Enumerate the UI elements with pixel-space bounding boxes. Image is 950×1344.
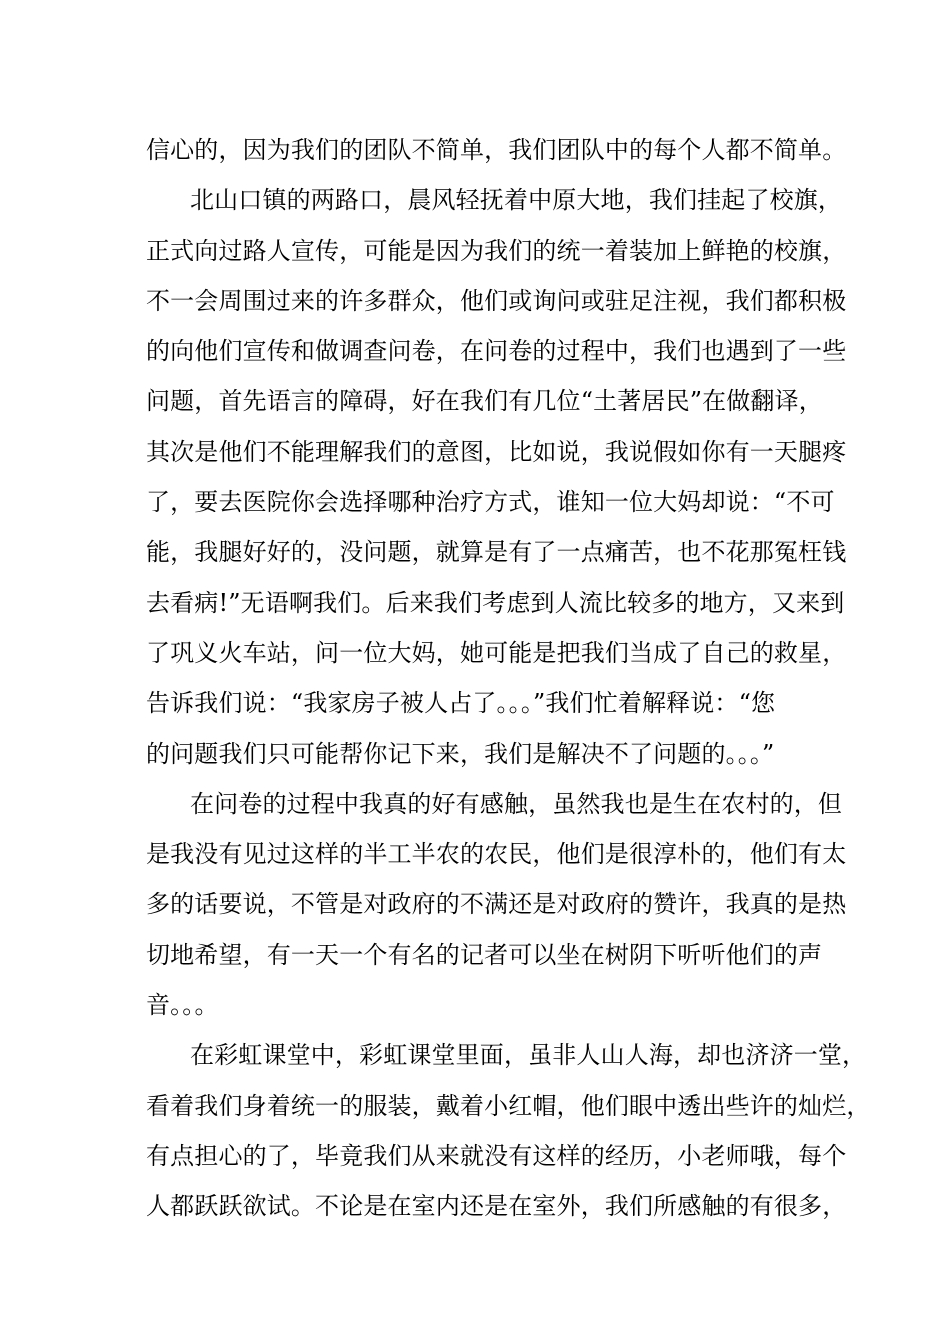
text-line: 看着我们身着统一的服装，戴着小红帽，他们眼中透出些许的灿烂， — [146, 1091, 871, 1120]
text-line: 的向他们宣传和做调查问卷，在问卷的过程中，我们也遇到了一些 — [146, 337, 847, 366]
text-line: 信心的，因为我们的团队不简单，我们团队中的每个人都不简单。 — [146, 136, 847, 164]
text-line: 人都跃跃欲试。不论是在室内还是在室外，我们所感触的有很多， — [146, 1192, 847, 1221]
text-line: 切地希望，有一天一个有名的记者可以坐在树阴下听听他们的声 — [146, 940, 823, 969]
paragraph-first-line: 在问卷的过程中我真的好有感触，虽然我也是生在农村的，但 — [190, 789, 843, 818]
text-line: 不一会周围过来的许多群众，他们或询问或驻足注视，我们都积极 — [146, 286, 847, 315]
paragraph-first-line: 北山口镇的两路口，晨风轻抚着中原大地，我们挂起了校旗， — [190, 186, 843, 215]
text-line: 去看病!”无语啊我们。后来我们考虑到人流比较多的地方，又来到 — [146, 588, 845, 617]
text-line: 多的话要说，不管是对政府的不满还是对政府的赞许，我真的是热 — [146, 890, 847, 919]
text-line: 能，我腿好好的，没问题，就算是有了一点痛苦，也不花那冤枉钱 — [146, 538, 847, 567]
text-line: 了，要去医院你会选择哪种治疗方式，谁知一位大妈却说：“不可 — [146, 488, 835, 517]
text-line: 其次是他们不能理解我们的意图，比如说，我说假如你有一天腿疼 — [146, 437, 847, 466]
paragraph-first-line: 在彩虹课堂中，彩虹课堂里面，虽非人山人海，却也济济一堂， — [190, 1041, 867, 1070]
text-line: 了巩义火车站，问一位大妈，她可能是把我们当成了自己的救星， — [146, 638, 847, 667]
text-line: 有点担心的了，毕竟我们从来就没有这样的经历，小老师哦，每个 — [146, 1141, 847, 1170]
text-line: 正式向过路人宣传，可能是因为我们的统一着装加上鲜艳的校旗， — [146, 236, 847, 265]
text-line: 的问题我们只可能帮你记下来，我们是解决不了问题的。。。” — [146, 739, 775, 768]
text-line: 告诉我们说：“我家房子被人占了。。。”我们忙着解释说：“您 — [146, 689, 776, 718]
body-text — [146, 130, 871, 1237]
text-line: 问题，首先语言的障碍，好在我们有几位“土著居民”在做翻译， — [146, 387, 823, 416]
text-line: 是我没有见过这样的半工半农的农民，他们是很淳朴的，他们有太 — [146, 840, 847, 869]
text-line: 音。。。 — [146, 991, 219, 1020]
